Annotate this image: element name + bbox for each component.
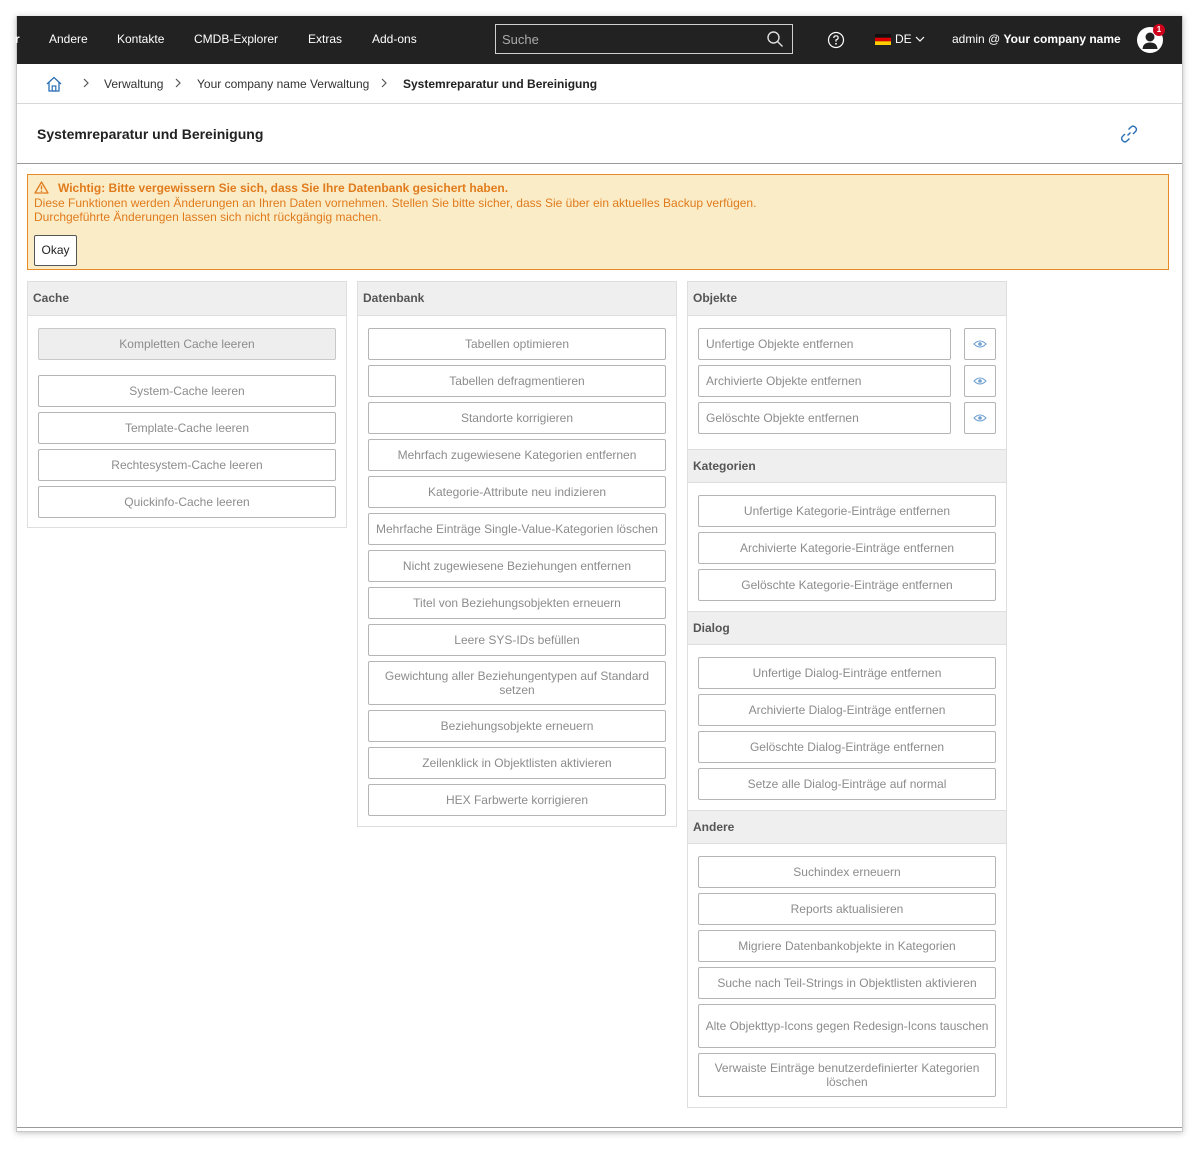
- preview-button[interactable]: [964, 328, 996, 360]
- db-action-button[interactable]: Zeilenklick in Objektlisten aktivieren: [368, 747, 666, 779]
- chevron-right-icon: [380, 78, 388, 88]
- breadcrumb-current: Systemreparatur und Bereinigung: [403, 77, 598, 91]
- eye-icon: [973, 376, 987, 386]
- db-action-button[interactable]: Tabellen optimieren: [368, 328, 666, 360]
- dialog-action-button[interactable]: Gelöschte Dialog-Einträge entfernen: [698, 731, 996, 763]
- breadcrumb-item-verwaltung[interactable]: Verwaltung: [104, 77, 164, 91]
- page-title: Systemreparatur und Bereinigung: [37, 126, 264, 142]
- db-action-button[interactable]: Standorte korrigieren: [368, 402, 666, 434]
- breadcrumb: [17, 64, 1182, 104]
- db-action-button[interactable]: Beziehungsobjekte erneuern: [368, 710, 666, 742]
- nav-item-extras[interactable]: Extras: [308, 32, 343, 46]
- nav-item-cmdb-explorer[interactable]: CMDB-Explorer: [194, 32, 279, 46]
- warning-text-line-1: Diese Funktionen werden Änderungen an Ihren Daten vornehmen. Stellen Sie bitte sicher, dass Sie über ein aktuelles Backup verfügen.: [34, 196, 757, 210]
- warning-title: Wichtig: Bitte vergewissern Sie sich, dass Sie Ihre Datenbank gesichert haben.: [58, 181, 509, 195]
- category-action-button[interactable]: Archivierte Kategorie-Einträge entfernen: [698, 532, 996, 564]
- clear-rights-cache-button[interactable]: Rechtesystem-Cache leeren: [38, 449, 336, 481]
- dialog-action-button[interactable]: Unfertige Dialog-Einträge entfernen: [698, 657, 996, 689]
- category-action-button[interactable]: Unfertige Kategorie-Einträge entfernen: [698, 495, 996, 527]
- clear-all-cache-button[interactable]: Kompletten Cache leeren: [38, 328, 336, 360]
- eye-icon: [973, 339, 987, 349]
- remove-objects-button[interactable]: Unfertige Objekte entfernen: [698, 328, 951, 360]
- help-icon[interactable]: [827, 31, 845, 49]
- user-name: admin @: [952, 32, 1004, 46]
- search-input[interactable]: [496, 25, 768, 53]
- nav-item-add-ons[interactable]: Add-ons: [372, 32, 417, 46]
- clear-system-cache-button[interactable]: System-Cache leeren: [38, 375, 336, 407]
- cleanup-panel: [687, 281, 1007, 1108]
- preview-button[interactable]: [964, 365, 996, 397]
- german-flag-icon[interactable]: [875, 34, 891, 45]
- nav-item-andere[interactable]: Andere: [49, 32, 88, 46]
- page-header: [17, 104, 1182, 164]
- database-panel: [357, 281, 677, 827]
- app-window: [16, 16, 1183, 1132]
- clear-template-cache-button[interactable]: Template-Cache leeren: [38, 412, 336, 444]
- footer-divider: [17, 1127, 1182, 1128]
- preview-button[interactable]: [964, 402, 996, 434]
- link-icon[interactable]: [1119, 124, 1139, 144]
- remove-objects-button[interactable]: Gelöschte Objekte entfernen: [698, 402, 951, 434]
- okay-button[interactable]: Okay: [34, 235, 77, 266]
- dialog-section-title: Dialog: [688, 611, 1006, 645]
- chevron-down-icon[interactable]: [915, 35, 925, 43]
- db-action-button[interactable]: Kategorie-Attribute neu indizieren: [368, 476, 666, 508]
- home-icon[interactable]: [45, 76, 63, 92]
- other-section-title: Andere: [688, 810, 1006, 844]
- db-action-button[interactable]: Gewichtung aller Beziehungentypen auf Standard setzen: [368, 661, 666, 705]
- breadcrumb-item-company-admin[interactable]: Your company name Verwaltung: [197, 77, 370, 91]
- db-action-button[interactable]: Mehrfach zugewiesene Kategorien entfernen: [368, 439, 666, 471]
- search-box: [495, 24, 793, 54]
- warning-text-line-2: Durchgeführte Änderungen lassen sich nicht rückgängig machen.: [34, 210, 382, 224]
- db-action-button[interactable]: HEX Farbwerte korrigieren: [368, 784, 666, 816]
- categories-section-title: Kategorien: [688, 449, 1006, 483]
- other-action-button[interactable]: Suche nach Teil-Strings in Objektlisten aktivieren: [698, 967, 996, 999]
- cache-panel-title: Cache: [28, 282, 346, 316]
- db-action-button[interactable]: Titel von Beziehungsobjekten erneuern: [368, 587, 666, 619]
- language-selector[interactable]: DE: [895, 32, 912, 46]
- other-action-button[interactable]: Suchindex erneuern: [698, 856, 996, 888]
- other-action-button[interactable]: Reports aktualisieren: [698, 893, 996, 925]
- warning-banner: [27, 174, 1169, 270]
- other-action-button[interactable]: Verwaiste Einträge benutzerdefinierter Kategorien löschen: [698, 1053, 996, 1097]
- other-action-button[interactable]: Alte Objekttyp-Icons gegen Redesign-Icons tauschen: [698, 1004, 996, 1048]
- company-name: Your company name: [1003, 32, 1121, 46]
- clear-quickinfo-cache-button[interactable]: Quickinfo-Cache leeren: [38, 486, 336, 518]
- chevron-right-icon: [82, 78, 90, 88]
- notification-badge[interactable]: 1: [1153, 24, 1165, 36]
- db-action-button[interactable]: Tabellen defragmentieren: [368, 365, 666, 397]
- category-action-button[interactable]: Gelöschte Kategorie-Einträge entfernen: [698, 569, 996, 601]
- nav-item-truncated[interactable]: r: [15, 32, 20, 46]
- db-action-button[interactable]: Mehrfache Einträge Single-Value-Kategorien löschen: [368, 513, 666, 545]
- dialog-action-button[interactable]: Setze alle Dialog-Einträge auf normal: [698, 768, 996, 800]
- user-menu[interactable]: [952, 32, 1121, 46]
- database-panel-title: Datenbank: [358, 282, 676, 316]
- dialog-action-button[interactable]: Archivierte Dialog-Einträge entfernen: [698, 694, 996, 726]
- chevron-right-icon: [174, 78, 182, 88]
- top-navigation-bar: [17, 16, 1182, 64]
- nav-item-kontakte[interactable]: Kontakte: [117, 32, 165, 46]
- objects-section-title: Objekte: [688, 282, 1006, 316]
- db-action-button[interactable]: Leere SYS-IDs befüllen: [368, 624, 666, 656]
- remove-objects-button[interactable]: Archivierte Objekte entfernen: [698, 365, 951, 397]
- search-icon[interactable]: [766, 30, 784, 48]
- cache-panel: [27, 281, 347, 528]
- db-action-button[interactable]: Nicht zugewiesene Beziehungen entfernen: [368, 550, 666, 582]
- eye-icon: [973, 413, 987, 423]
- warning-icon: [34, 181, 49, 194]
- other-action-button[interactable]: Migriere Datenbankobjekte in Kategorien: [698, 930, 996, 962]
